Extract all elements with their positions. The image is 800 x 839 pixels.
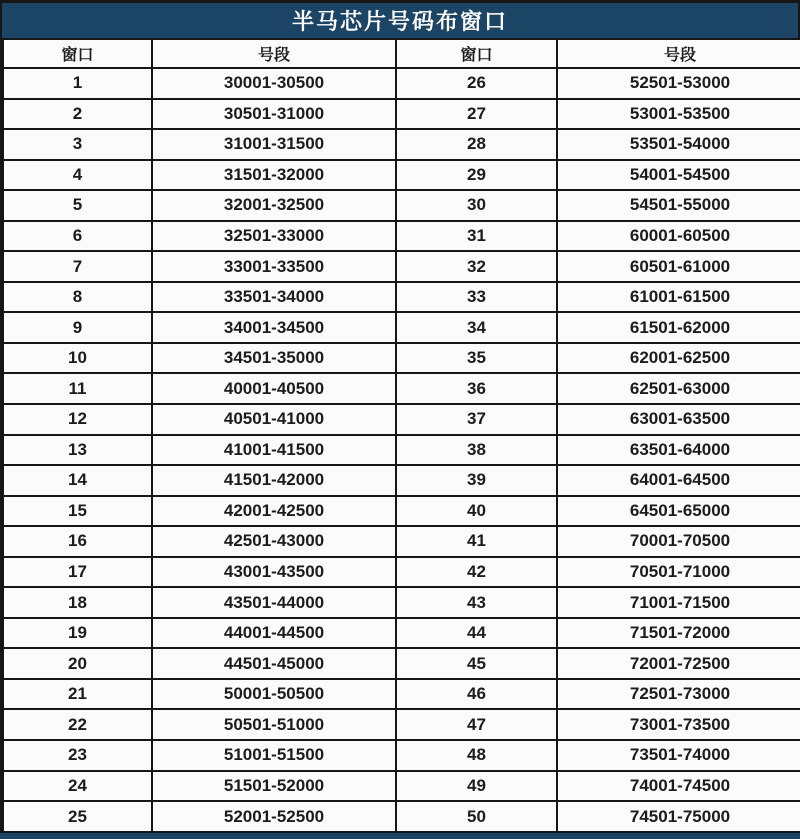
number-range-cell: 33501-34000 — [152, 282, 396, 313]
window-number-cell: 12 — [3, 404, 152, 435]
number-range-cell: 53501-54000 — [557, 129, 800, 160]
page-title: 半马芯片号码布窗口 — [291, 9, 508, 34]
window-number-cell: 50 — [396, 801, 557, 832]
table-header — [3, 39, 800, 68]
number-range-cell: 41001-41500 — [152, 435, 396, 466]
table-row — [3, 129, 800, 160]
number-range-cell: 44501-45000 — [152, 648, 396, 679]
number-range-cell: 52001-52500 — [152, 801, 396, 832]
number-range-cell: 62501-63000 — [557, 373, 800, 404]
window-number-cell: 23 — [3, 740, 152, 771]
header-window-right: 窗口 — [396, 39, 557, 68]
table-row — [3, 282, 800, 313]
window-number-cell: 33 — [396, 282, 557, 313]
window-number-cell: 25 — [3, 801, 152, 832]
number-range-cell: 50501-51000 — [152, 709, 396, 740]
number-range-cell: 72001-72500 — [557, 648, 800, 679]
window-number-cell: 1 — [3, 68, 152, 99]
window-number-cell: 22 — [3, 709, 152, 740]
number-range-cell: 73001-73500 — [557, 709, 800, 740]
number-range-cell: 42001-42500 — [152, 496, 396, 527]
table-row — [3, 251, 800, 282]
table-row — [3, 709, 800, 740]
footer-strip — [0, 833, 800, 839]
table-row — [3, 435, 800, 466]
table-row — [3, 343, 800, 374]
window-number-cell: 34 — [396, 312, 557, 343]
window-number-cell: 10 — [3, 343, 152, 374]
number-range-cell: 72501-73000 — [557, 679, 800, 710]
number-range-cell: 31501-32000 — [152, 160, 396, 191]
window-number-cell: 8 — [3, 282, 152, 313]
number-range-cell: 32001-32500 — [152, 190, 396, 221]
number-range-cell: 44001-44500 — [152, 618, 396, 649]
number-range-cell: 60501-61000 — [557, 251, 800, 282]
window-number-cell: 40 — [396, 496, 557, 527]
number-range-cell: 30001-30500 — [152, 68, 396, 99]
window-number-cell: 41 — [396, 526, 557, 557]
number-range-cell: 54001-54500 — [557, 160, 800, 191]
number-range-cell: 34501-35000 — [152, 343, 396, 374]
header-window-left: 窗口 — [3, 39, 152, 68]
table-row — [3, 221, 800, 252]
window-number-cell: 46 — [396, 679, 557, 710]
number-range-cell: 63001-63500 — [557, 404, 800, 435]
table-row — [3, 312, 800, 343]
number-range-cell: 74501-75000 — [557, 801, 800, 832]
window-number-cell: 9 — [3, 312, 152, 343]
number-range-cell: 31001-31500 — [152, 129, 396, 160]
window-number-cell: 18 — [3, 587, 152, 618]
number-range-cell: 53001-53500 — [557, 99, 800, 130]
window-number-cell: 49 — [396, 771, 557, 802]
window-number-cell: 11 — [3, 373, 152, 404]
title-bar — [2, 3, 798, 38]
window-number-cell: 16 — [3, 526, 152, 557]
number-range-cell: 41501-42000 — [152, 465, 396, 496]
number-range-cell: 32501-33000 — [152, 221, 396, 252]
window-number-cell: 3 — [3, 129, 152, 160]
number-range-cell: 62001-62500 — [557, 343, 800, 374]
window-number-cell: 13 — [3, 435, 152, 466]
window-number-cell: 2 — [3, 99, 152, 130]
number-range-cell: 63501-64000 — [557, 435, 800, 466]
window-number-cell: 35 — [396, 343, 557, 374]
window-number-cell: 4 — [3, 160, 152, 191]
window-number-cell: 36 — [396, 373, 557, 404]
table-body — [3, 68, 800, 832]
window-number-cell: 19 — [3, 618, 152, 649]
table-row — [3, 526, 800, 557]
window-number-cell: 29 — [396, 160, 557, 191]
window-number-cell: 43 — [396, 587, 557, 618]
table-row — [3, 99, 800, 130]
window-number-cell: 37 — [396, 404, 557, 435]
table-wrap — [2, 38, 798, 833]
window-number-cell: 20 — [3, 648, 152, 679]
table-row — [3, 68, 800, 99]
table-row — [3, 679, 800, 710]
number-range-cell: 71501-72000 — [557, 618, 800, 649]
number-range-cell: 64001-64500 — [557, 465, 800, 496]
number-range-cell: 60001-60500 — [557, 221, 800, 252]
number-range-cell: 74001-74500 — [557, 771, 800, 802]
number-range-cell: 33001-33500 — [152, 251, 396, 282]
header-range-right: 号段 — [557, 39, 800, 68]
number-range-cell: 40001-40500 — [152, 373, 396, 404]
table-row — [3, 190, 800, 221]
number-range-cell: 71001-71500 — [557, 587, 800, 618]
table-row — [3, 648, 800, 679]
table-row — [3, 373, 800, 404]
number-range-cell: 50001-50500 — [152, 679, 396, 710]
window-number-cell: 42 — [396, 557, 557, 588]
window-number-cell: 32 — [396, 251, 557, 282]
window-number-cell: 6 — [3, 221, 152, 252]
window-number-cell: 47 — [396, 709, 557, 740]
window-number-cell: 15 — [3, 496, 152, 527]
number-range-cell: 43001-43500 — [152, 557, 396, 588]
number-range-cell: 61501-62000 — [557, 312, 800, 343]
window-number-cell: 17 — [3, 557, 152, 588]
window-number-cell: 7 — [3, 251, 152, 282]
window-number-cell: 27 — [396, 99, 557, 130]
number-range-cell: 70001-70500 — [557, 526, 800, 557]
table-row — [3, 771, 800, 802]
window-number-cell: 26 — [396, 68, 557, 99]
number-range-cell: 51501-52000 — [152, 771, 396, 802]
window-number-cell: 24 — [3, 771, 152, 802]
number-range-cell: 73501-74000 — [557, 740, 800, 771]
number-range-cell: 70501-71000 — [557, 557, 800, 588]
window-number-cell: 45 — [396, 648, 557, 679]
number-range-cell: 42501-43000 — [152, 526, 396, 557]
number-range-cell: 54501-55000 — [557, 190, 800, 221]
table-row — [3, 618, 800, 649]
table-row — [3, 496, 800, 527]
number-range-cell: 52501-53000 — [557, 68, 800, 99]
number-range-cell: 30501-31000 — [152, 99, 396, 130]
window-number-cell: 48 — [396, 740, 557, 771]
window-number-cell: 21 — [3, 679, 152, 710]
window-number-cell: 14 — [3, 465, 152, 496]
table-row — [3, 587, 800, 618]
table-row — [3, 740, 800, 771]
number-range-cell: 43501-44000 — [152, 587, 396, 618]
number-range-cell: 64501-65000 — [557, 496, 800, 527]
header-row — [3, 39, 800, 68]
table-row — [3, 404, 800, 435]
window-number-cell: 28 — [396, 129, 557, 160]
window-number-cell: 38 — [396, 435, 557, 466]
window-number-cell: 39 — [396, 465, 557, 496]
number-allocation-table — [2, 38, 800, 833]
window-number-cell: 30 — [396, 190, 557, 221]
number-range-cell: 61001-61500 — [557, 282, 800, 313]
window-number-cell: 31 — [396, 221, 557, 252]
number-range-cell: 51001-51500 — [152, 740, 396, 771]
number-range-cell: 34001-34500 — [152, 312, 396, 343]
table-row — [3, 557, 800, 588]
window-number-cell: 5 — [3, 190, 152, 221]
table-row — [3, 465, 800, 496]
table-row — [3, 160, 800, 191]
table-row — [3, 801, 800, 832]
number-range-cell: 40501-41000 — [152, 404, 396, 435]
header-range-left: 号段 — [152, 39, 396, 68]
window-number-cell: 44 — [396, 618, 557, 649]
